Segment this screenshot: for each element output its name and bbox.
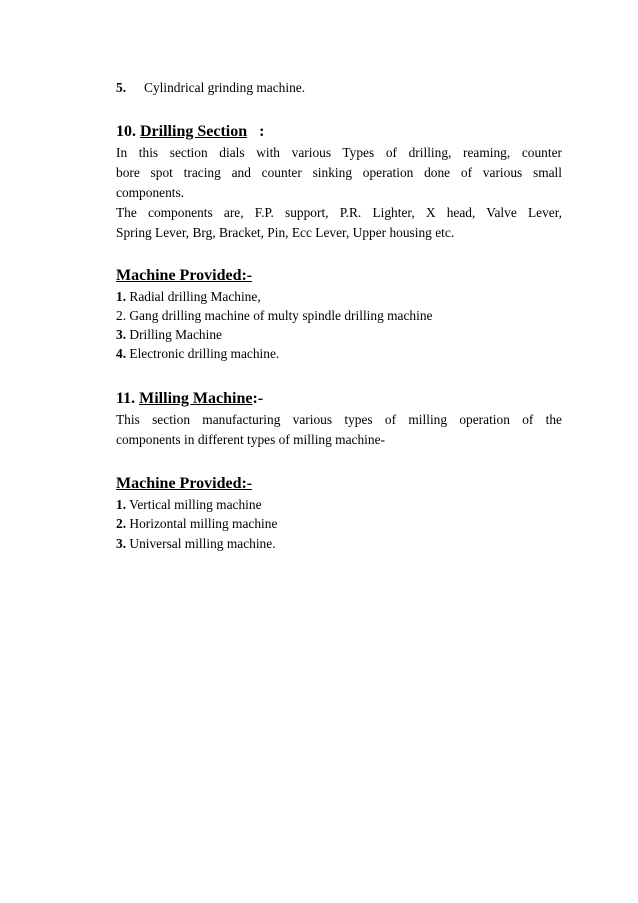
paragraph-line: This section manufacturing various types of milling operation of the — [116, 412, 562, 427]
section-number: 10. — [116, 123, 136, 140]
list-item: 4. Electronic drilling machine. — [116, 346, 280, 361]
list-item: 1. Vertical milling machine — [116, 497, 262, 512]
paragraph-line: The components are, F.P. support, P.R. Lighter, X head, Valve Lever, — [116, 205, 562, 220]
list-item: 3. Universal milling machine. — [116, 536, 276, 551]
paragraph-line: bore spot tracing and counter sinking operation done of various small — [116, 165, 562, 180]
section-title: Drilling Section — [140, 123, 248, 140]
machine-provided-heading: Machine Provided:- — [116, 267, 253, 284]
section-title: Milling Machine — [139, 390, 253, 407]
section-number: 11. — [116, 390, 136, 407]
item-text: Cylindrical grinding machine. — [144, 80, 306, 95]
list-item-5 — [116, 79, 562, 97]
section-heading-drilling — [116, 122, 562, 142]
section-heading-milling — [116, 389, 562, 409]
paragraph-line: In this section dials with various Types of drilling, reaming, counter — [116, 145, 562, 160]
paragraph-line: Spring Lever, Brg, Bracket, Pin, Ecc Lever, Upper housing etc. — [116, 225, 455, 240]
paragraph-line: components. — [116, 185, 185, 200]
machine-provided-heading: Machine Provided:- — [116, 475, 253, 492]
list-item: 3. Drilling Machine — [116, 327, 222, 342]
item-number: 5. — [116, 80, 127, 95]
list-item: 2. Horizontal milling machine — [116, 516, 278, 531]
paragraph-line: components in different types of milling machine- — [116, 432, 385, 447]
section-suffix: :- — [252, 390, 264, 407]
section-colon: : — [259, 123, 265, 140]
list-item: 1. Radial drilling Machine, — [116, 289, 261, 304]
list-item: 2. Gang drilling machine of multy spindle drilling machine — [116, 308, 433, 323]
